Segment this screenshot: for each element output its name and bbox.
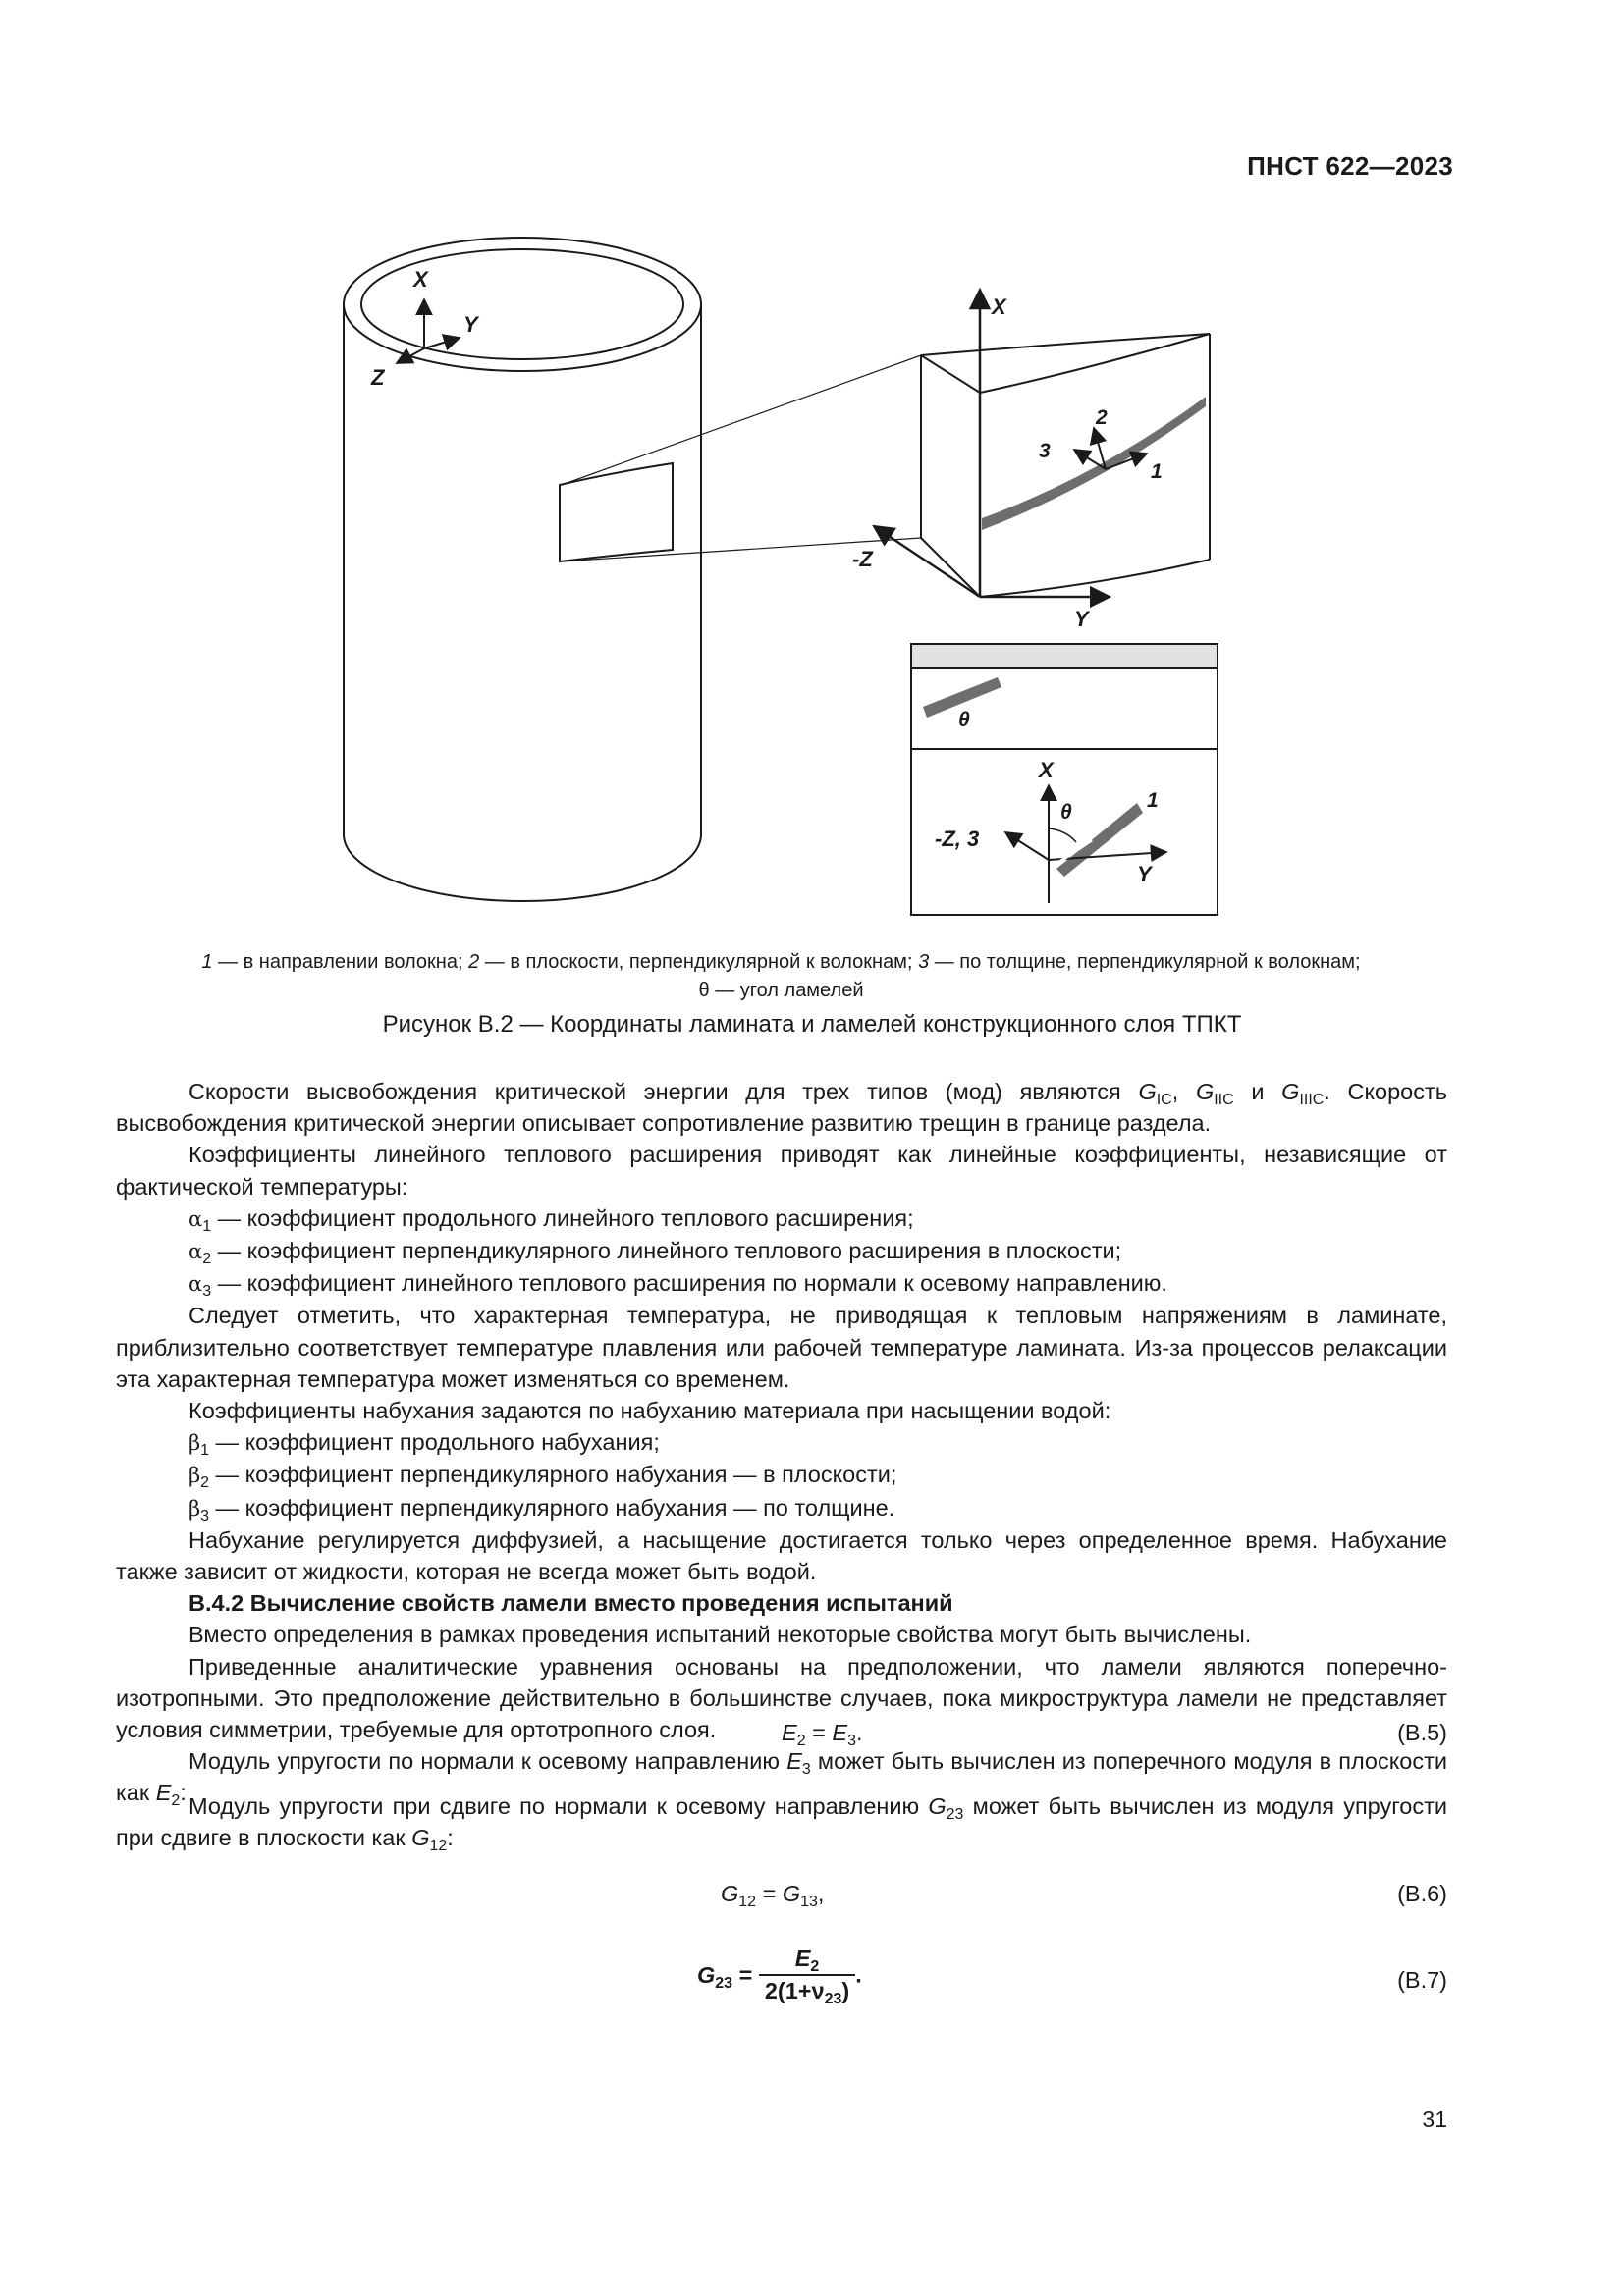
standard-code: ПНСТ 622—2023: [1247, 151, 1453, 181]
legend-text-1: — в направлении волокна;: [212, 951, 469, 973]
legend-text-3: — по толщине, перпендикулярной к волокнам;: [929, 951, 1361, 973]
section-heading: В.4.2 Вычисление свойств ламели вместо проведения испытаний: [189, 1590, 953, 1617]
list-item-beta1: $\beta_1$ — коэффициент продольного набухания;: [189, 1429, 660, 1460]
legend-num-3: 3: [918, 951, 930, 973]
fiber-axis-2-label: 2: [1096, 406, 1108, 429]
list-item-beta2: $\beta_2$ — коэффициент перпендикулярного набухания — в плоскости;: [189, 1462, 897, 1492]
paragraph-energy-release: Скорости высвобождения критической энергии для трех типов (мод) являются $G_{IC}$, $G_{IIC}$ и $G_{IIIC}$. Скорость высвобождения критической энергии описывает сопротивление развитию трещин в границе раздела.: [116, 1079, 1448, 1137]
equation-number-b7: (B.7): [1397, 1967, 1447, 1993]
fiber-axis-1-label: 1: [1151, 460, 1163, 483]
equation-b7: $G_{23}$ = $\frac{E_2}{2(1+\nu_{23})}$ . (B.7): [697, 1946, 1447, 2008]
paragraph-calculation: Вместо определения в рамках проведения испытаний некоторые свойства могут быть вычислены.: [189, 1622, 1252, 1648]
paragraph-characteristic-temperature: Следует отметить, что характерная температура, не приводящая к тепловым напряжениям в ламинате, приблизительно соответствует температуре плавления или рабочей температуре ламината. Из-за процессов релаксации эта характерная температура может изменяться со временем.: [116, 1303, 1447, 1392]
paragraph-swelling: Коэффициенты набухания задаются по набуханию материала при насыщении водой:: [189, 1398, 1111, 1424]
equation-number-b5: (B.5): [1397, 1720, 1447, 1745]
inset-fiber-1-label: 1: [1147, 789, 1159, 812]
legend-num-2: 2: [468, 951, 480, 973]
paragraph-swelling-diffusion: Набухание регулируется диффузией, а насыщение достигается только через определенное время. Набухание также зависит от жидкости, которая не всегда может быть водой.: [116, 1526, 1447, 1585]
detail-axis-x-label: X: [992, 294, 1006, 319]
paragraph-thermal-expansion: Коэффициенты линейного теплового расширения приводят как линейные коэффициенты, независящие от фактической температуры:: [116, 1142, 1447, 1200]
equation-number-b6: (B.6): [1397, 1881, 1447, 1906]
detail-axis-y-label: Y: [1074, 607, 1089, 631]
legend-text-2: — в плоскости, перпендикулярной к волокнам;: [479, 951, 919, 973]
detail-axis-negz-label: -Z: [852, 547, 873, 571]
inset-axis-negz3-label: -Z, 3: [935, 827, 980, 851]
cyl-axis-x-label: X: [413, 267, 428, 292]
cyl-axis-z-label: Z: [371, 365, 385, 390]
lamella-strip: [982, 397, 1206, 530]
legend-num-1: 1: [201, 951, 213, 973]
inset-theta-label: θ: [1060, 801, 1072, 824]
body-text: [116, 1076, 1447, 1809]
paragraph-isotropy: Приведенные аналитические уравнения основаны на предположении, что ламели являются поперечно-изотропными. Это предположение действительно в большинстве случаев, пока микроструктура ламели не представляет условия симметрии, требуемые для ортотропного слоя.: [116, 1653, 1447, 1743]
detail-axes: [874, 290, 1110, 597]
laminate-detail-block: [921, 334, 1210, 597]
figure-legend: [116, 948, 1446, 1005]
body-text-shear: [116, 1790, 1447, 1853]
list-item-alpha3: $\alpha_3$ — коэффициент линейного теплового расширения по нормали к осевому направлению.: [189, 1270, 1167, 1301]
lamella-angle-inset: [911, 644, 1218, 915]
inset-axis-x-label: X: [1039, 758, 1054, 782]
list-item-beta3: $\beta_3$ — коэффициент перпендикулярного набухания — по толщине.: [189, 1494, 895, 1524]
list-item-alpha1: $\alpha_1$ — коэффициент продольного линейного теплового расширения;: [189, 1204, 914, 1235]
paragraph-modulus-e3: Модуль упругости по нормали к осевому направлению $E_3$ может быть вычислен из поперечного модуля в плоскости как $E_2$:: [116, 1748, 1447, 1810]
inset-axis-y-label: Y: [1137, 862, 1152, 886]
paragraph-shear-modulus: Модуль упругости при сдвиге по нормали к осевому направлению $G_{23}$ может быть вычислен из модуля упругости при сдвиге в плоскости как $G_{12}$:: [116, 1793, 1448, 1855]
legend-theta: θ — угол ламелей: [698, 980, 864, 1001]
inset-top-theta-label: θ: [958, 709, 970, 731]
cylinder-drawing: [344, 238, 701, 901]
list-item-alpha2: $\alpha_2$ — коэффициент перпендикулярного линейного теплового расширения в плоскости;: [189, 1238, 1122, 1268]
cylinder-cutout: [560, 463, 673, 561]
cyl-axis-y-label: Y: [463, 312, 478, 337]
figure-caption: Рисунок В.2 — Координаты ламината и ламелей конструкционного слоя ТПКТ: [382, 1011, 1242, 1038]
fiber-axis-3-label: 3: [1039, 440, 1051, 462]
page-number: 31: [1422, 2107, 1447, 2132]
figure-laminate-coordinates: [0, 0, 1624, 942]
